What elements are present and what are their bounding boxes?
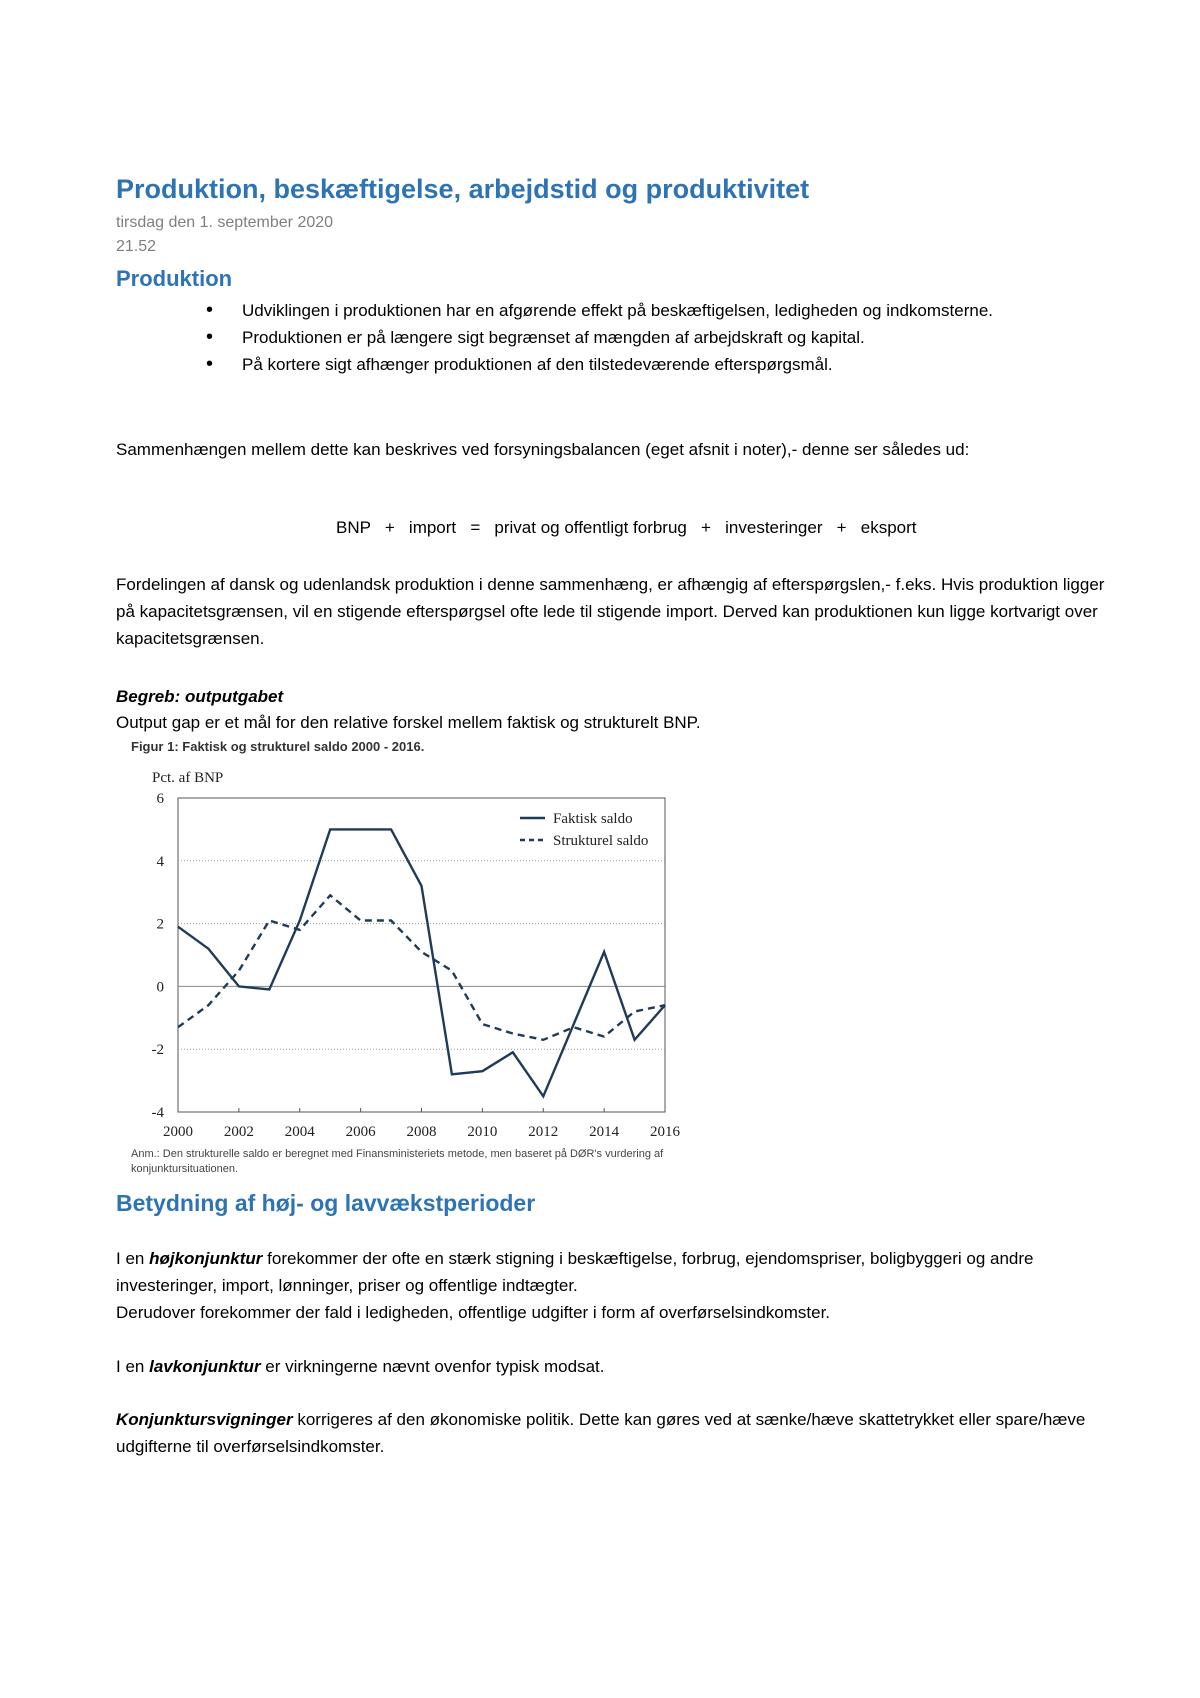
concept-term: Begreb: outputgabet: [116, 687, 284, 706]
x-tick-label: 2008: [406, 1124, 437, 1140]
x-tick-label: 2014: [589, 1124, 620, 1140]
distribution-paragraph: Fordelingen af dansk og udenlandsk produktion i denne sammenhæng, er afhængig af efterspørgslen,- f.eks. Hvis produktion ligger på kapacitetsgrænsen, vil en stigende efterspørgsel ofte lede til stigende import. Derved kan produktionen kun ligge kortvarigt over kapacitetsgrænsen.: [116, 575, 1105, 648]
legend-label: Strukturel saldo: [553, 833, 649, 849]
figure-note: Anm.: Den strukturelle saldo er beregnet med Finansministeriets metode, men baseret på DØR's vurdering af konjunktursituationen.: [131, 1148, 664, 1175]
y-tick-label: 6: [156, 791, 164, 807]
list-item: • Produktionen er på længere sigt begrænset af mængden af arbejdskraft og kapital.: [206, 324, 1086, 351]
supply-balance-formula: BNP + import = privat og offentligt forbrug + investeringer + eksport: [336, 518, 917, 537]
text-span: korrigeres af den økonomiske politik. Dette kan gøres ved at sænke/hæve skattetrykket eller spare/hæve udgifterne til overførselsindkomster.: [116, 1410, 1086, 1456]
x-tick-label: 2006: [345, 1124, 376, 1140]
text-span: forekommer der ofte en stærk stigning i beskæftigelse, forbrug, ejendomspriser, boligbyggeri og andre investeringer, import, lønninger, priser og offentlige indtægter.: [116, 1249, 1034, 1295]
intro-paragraph: Sammenhængen mellem dette kan beskrives ved forsyningsbalancen (eget afsnit i noter),- denne ser således ud:: [116, 440, 970, 459]
y-axis-label: Pct. af BNP: [152, 770, 224, 786]
term-konjunktursvigninger: Konjunktursvigninger: [116, 1410, 293, 1429]
term-lavkonjunktur: lavkonjunktur: [149, 1357, 261, 1376]
x-tick-label: 2000: [163, 1124, 193, 1140]
y-tick-label: 4: [156, 853, 164, 870]
concept-text: Output gap er et mål for den relative forskel mellem faktisk og strukturelt BNP.: [116, 713, 701, 732]
y-tick-label: -4: [151, 1105, 164, 1121]
x-tick-label: 2004: [284, 1124, 315, 1140]
term-hojkonjunktur: højkonjunktur: [149, 1249, 263, 1268]
page-time: 21.52: [116, 238, 157, 255]
y-tick-label: 0: [156, 979, 164, 996]
text-span: I en: [116, 1249, 150, 1268]
y-tick-label: 2: [156, 916, 164, 933]
figure-title: Figur 1: Faktisk og strukturel saldo 2000 - 2016.: [131, 739, 425, 754]
x-tick-label: 2012: [528, 1124, 559, 1140]
page-title: Produktion, beskæftigelse, arbejdstid og produktivitet: [116, 174, 810, 204]
section-heading-produktion: Produktion: [116, 266, 233, 291]
list-item: • På kortere sigt afhænger produktionen af den tilstedeværende efterspørgsmål.: [206, 351, 1086, 378]
lavkonjunktur-paragraph: [116, 1353, 1106, 1380]
text-span: I en: [116, 1357, 150, 1376]
list-item: • Udviklingen i produktionen har en afgørende effekt på beskæftigelsen, ledigheden og indkomsterne.: [206, 297, 1086, 324]
legend-label: Faktisk saldo: [553, 811, 633, 827]
concept-label: [116, 683, 1106, 710]
bullet-list: [206, 297, 1086, 378]
line-chart: [130, 760, 690, 1145]
hojkonjunktur-paragraph: [116, 1245, 1106, 1326]
series-line-faktisk: [178, 829, 665, 1096]
page-date: tirsdag den 1. september 2020: [116, 214, 334, 231]
section-heading-betydning: Betydning af høj- og lavvækstperioder: [116, 1190, 536, 1216]
x-tick-label: 2002: [223, 1124, 254, 1140]
series-line-strukturel: [178, 895, 665, 1040]
x-tick-label: 2016: [650, 1124, 680, 1140]
x-tick-label: 2010: [467, 1124, 498, 1140]
y-tick-label: -2: [151, 1042, 164, 1059]
text-span: er virkningerne nævnt ovenfor typisk modsat.: [260, 1357, 605, 1376]
konjunktursvigninger-paragraph: [116, 1406, 1106, 1460]
text-span: Derudover forekommer der fald i ledigheden, offentlige udgifter i form af overførselsindkomster.: [116, 1303, 831, 1322]
